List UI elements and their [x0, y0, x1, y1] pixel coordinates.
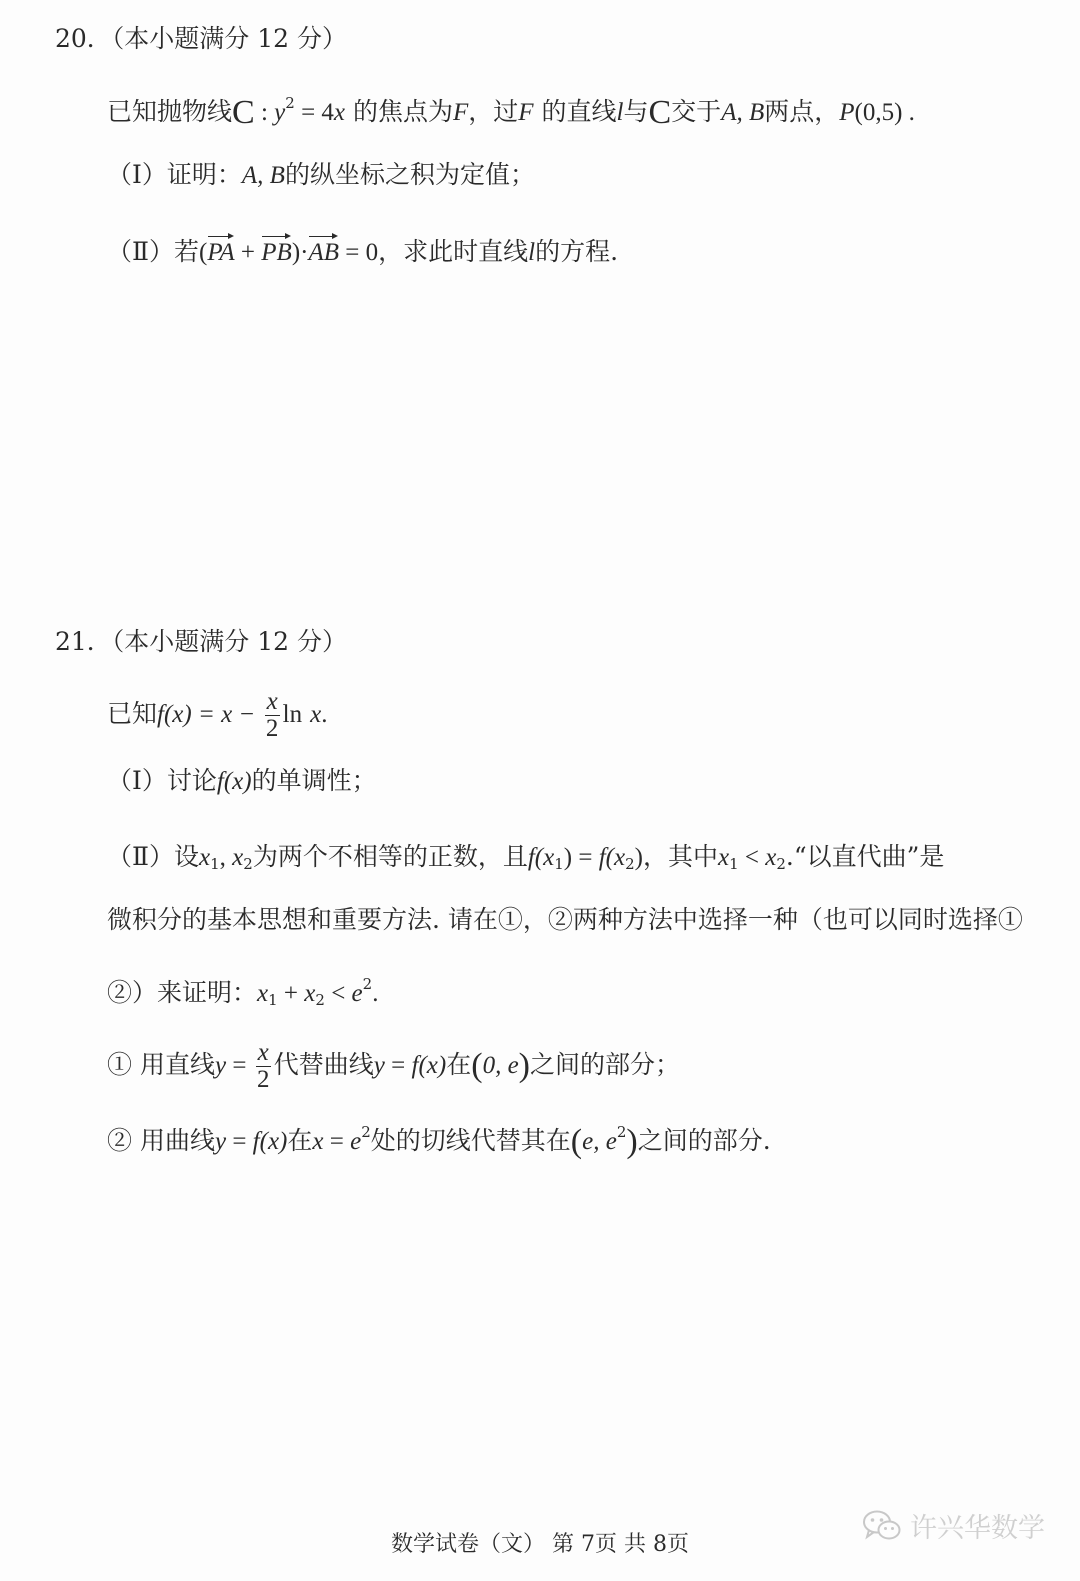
watermark	[862, 1506, 1045, 1545]
q21-header: 21．（本小题满分 12 分）	[55, 627, 348, 656]
q20-header: 20．（本小题满分 12 分）	[55, 24, 348, 53]
fraction-x-over-2: $\frac{x}{2}$	[256, 1039, 270, 1093]
watermark-text: 许兴华数学	[910, 1513, 1045, 1544]
q20-part2: （Ⅱ）若(PA + PB)·AB = 0，求此时直线l的方程.	[107, 232, 618, 270]
q21-stem: 已知f(x) = x − $\frac{x}{2}$ ln x.	[107, 688, 328, 742]
wechat-icon	[862, 1509, 902, 1543]
vector-pa: PA	[207, 232, 234, 270]
vector-pb: PB	[261, 232, 292, 270]
q21-part2-line3: ②）来证明：$x_1 + x_2 < e^2$.	[107, 975, 379, 1009]
q21-method2: ② 用曲线y = f(x)在$x = e^2$处的切线代替其在(e, $e^2$)之间的部分.	[107, 1123, 771, 1160]
q20-stem: 已知抛物线C : $y^2 = 4x$ 的焦点为F，过F 的直线l与C交于A, B两点，P(0,5) .	[107, 94, 915, 131]
vector-ab: AB	[308, 232, 339, 270]
fraction-x-over-2: $\frac{x}{2}$	[265, 688, 279, 742]
q21-part1: （Ⅰ）讨论f(x)的单调性；	[107, 766, 377, 795]
q21-part2-line1: （Ⅱ）设$x_1$, $x_2$为两个不相等的正数，且$f(x_1) = f(x_2)$，其中$x_1$ < $x_2.“$以直代曲”是	[107, 842, 945, 873]
q20-part1: （Ⅰ）证明：A, B的纵坐标之积为定值；	[107, 160, 535, 189]
q21-method1: ① 用直线y = $\frac{x}{2}$ 代替曲线y = f(x)在(0, e)之间的部分；	[107, 1039, 681, 1093]
page-footer: 数学试卷（文） 第 7页 共 8页	[391, 1532, 689, 1557]
q21-part2-line2: 微积分的基本思想和重要方法. 请在①，②两种方法中选择一种（也可以同时选择①	[107, 905, 1023, 934]
